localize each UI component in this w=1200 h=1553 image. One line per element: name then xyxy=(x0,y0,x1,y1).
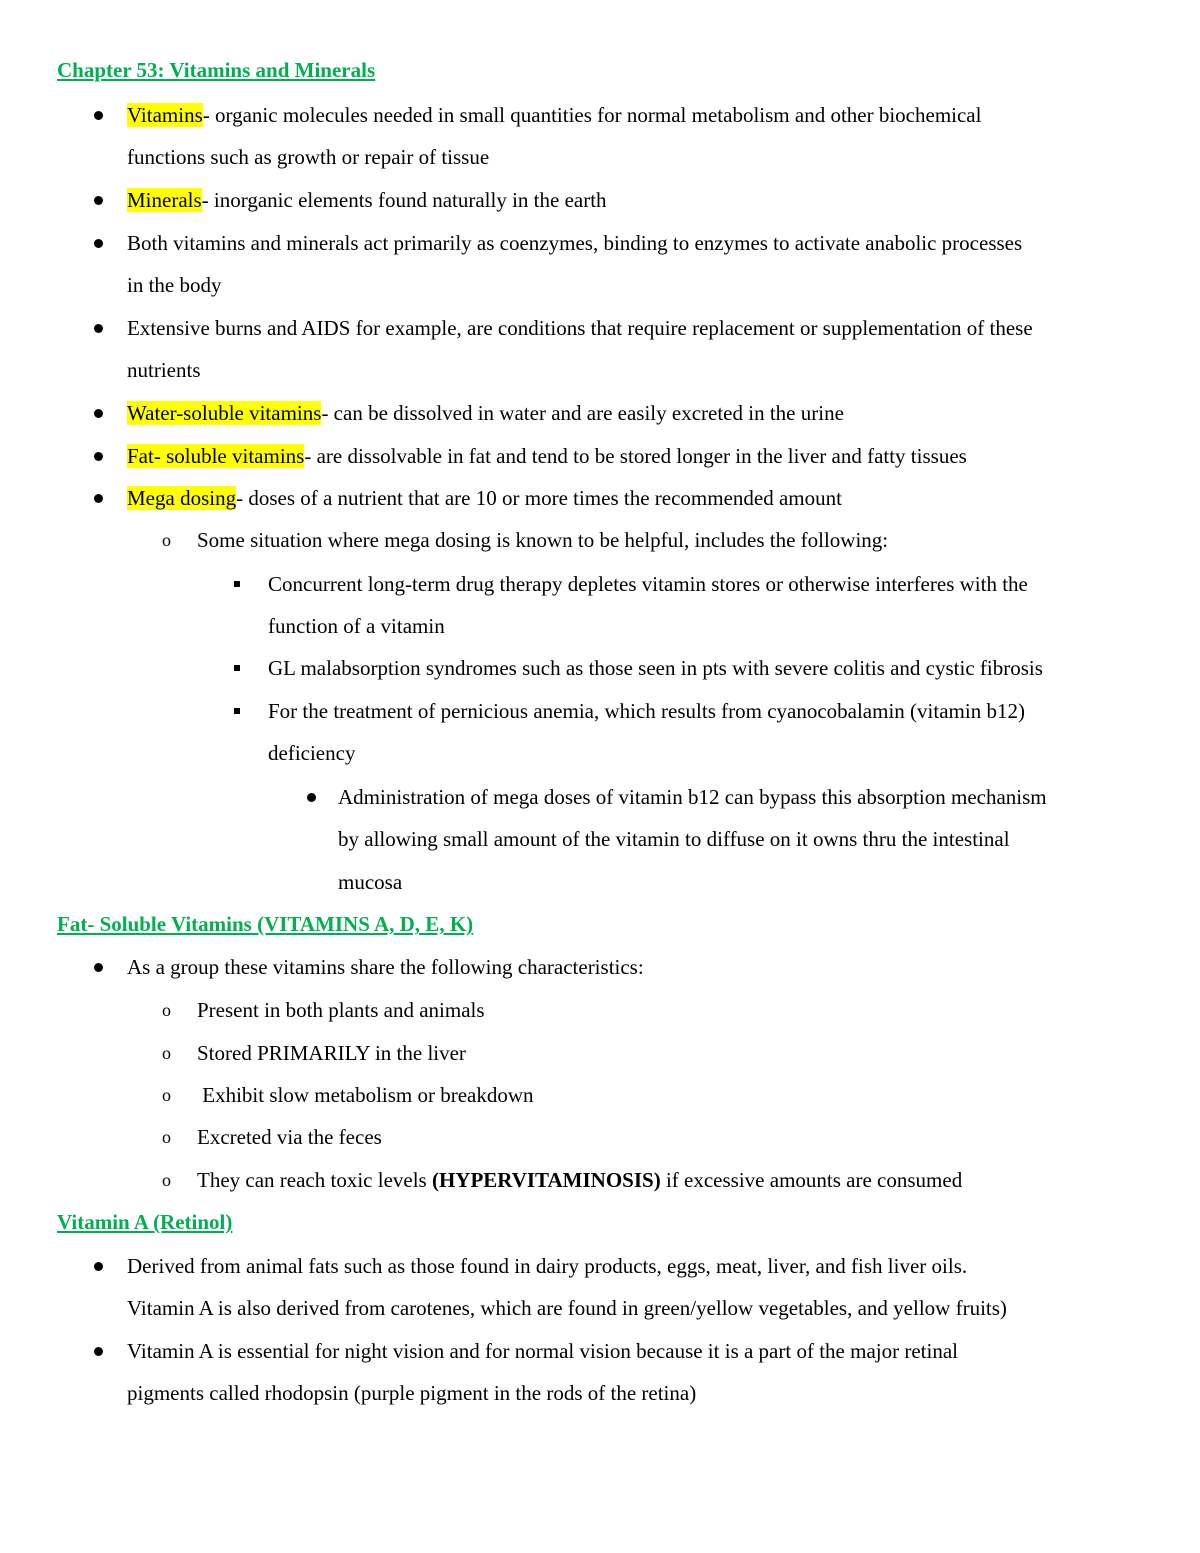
filled-circle-bullet-icon xyxy=(94,452,103,461)
bullet-text: - doses of a nutrient that are 10 or more times the recommended amount xyxy=(236,486,842,510)
highlighted-term: Minerals xyxy=(127,188,202,212)
bullet-text: They can reach toxic levels xyxy=(197,1168,432,1192)
filled-circle-bullet-icon xyxy=(94,239,103,248)
highlighted-term: Vitamins xyxy=(127,103,203,127)
filled-circle-bullet-icon xyxy=(307,793,316,802)
bullet-text: - inorganic elements found naturally in the earth xyxy=(201,188,607,212)
hollow-o-bullet-icon: o xyxy=(162,1127,171,1147)
filled-circle-bullet-icon xyxy=(94,111,103,120)
bullet-fat-soluble xyxy=(127,441,967,471)
bullet-derived-animal-fats: Derived from animal fats such as those found in dairy products, eggs, meat, liver, and fish liver oils. xyxy=(127,1254,968,1278)
filled-circle-bullet-icon xyxy=(94,324,103,333)
bullet-continuation: by allowing small amount of the vitamin to diffuse on it owns thru the intestinal xyxy=(338,827,1010,851)
bullet-continuation: Vitamin A is also derived from carotenes, which are found in green/yellow vegetables, and yellow fruits) xyxy=(127,1296,1007,1320)
bullet-mega-dosing xyxy=(127,483,842,513)
bold-term: (HYPERVITAMINOSIS) xyxy=(431,1168,661,1192)
bullet-continuation: nutrients xyxy=(127,358,201,382)
bullet-continuation: in the body xyxy=(127,273,222,297)
bullet-continuation: pigments called rhodopsin (purple pigment in the rods of the retina) xyxy=(127,1381,697,1405)
square-bullet-drug-therapy: Concurrent long-term drug therapy depletes vitamin stores or otherwise interferes with the xyxy=(268,572,1028,596)
deep-bullet-b12: Administration of mega doses of vitamin b12 can bypass this absorption mechanism xyxy=(338,785,1047,809)
filled-circle-bullet-icon xyxy=(94,1262,103,1271)
highlighted-term: Water-soluble vitamins xyxy=(127,401,322,425)
filled-circle-bullet-icon xyxy=(94,409,103,418)
bullet-text: - are dissolvable in fat and tend to be stored longer in the liver and fatty tissues xyxy=(304,444,967,468)
hollow-o-bullet-icon: o xyxy=(162,1085,171,1105)
bullet-continuation: functions such as growth or repair of tissue xyxy=(127,145,490,169)
highlighted-term: Fat- soluble vitamins xyxy=(127,444,305,468)
bullet-night-vision: Vitamin A is essential for night vision and for normal vision because it is a part of the major retinal xyxy=(127,1339,958,1363)
vitamin-a-heading: Vitamin A (Retinol) xyxy=(57,1210,233,1234)
sub-bullet-situations: Some situation where mega dosing is known to be helpful, includes the following: xyxy=(197,528,889,552)
square-bullet-pernicious-anemia: For the treatment of pernicious anemia, which results from cyanocobalamin (vitamin b12) xyxy=(268,699,1025,723)
sub-bullet-slow-metabolism: Exhibit slow metabolism or breakdown xyxy=(197,1083,534,1107)
square-bullet-icon xyxy=(234,708,240,714)
fat-soluble-heading: Fat- Soluble Vitamins (VITAMINS A, D, E, K) xyxy=(57,912,474,936)
bullet-continuation: function of a vitamin xyxy=(268,614,445,638)
filled-circle-bullet-icon xyxy=(94,1347,103,1356)
square-bullet-malabsorption: GL malabsorption syndromes such as those seen in pts with severe colitis and cystic fibrosis xyxy=(268,656,1043,680)
sub-bullet-toxic-levels xyxy=(197,1165,962,1195)
filled-circle-bullet-icon xyxy=(94,494,103,503)
bullet-minerals xyxy=(127,185,607,215)
sub-bullet-excreted-feces: Excreted via the feces xyxy=(197,1125,382,1149)
bullet-burns-aids: Extensive burns and AIDS for example, are conditions that require replacement or supplementation of these xyxy=(127,316,1033,340)
bullet-text: - organic molecules needed in small quantities for normal metabolism and other biochemical xyxy=(202,103,982,127)
bullet-water-soluble xyxy=(127,398,844,428)
chapter-heading: Chapter 53: Vitamins and Minerals xyxy=(57,58,376,82)
filled-circle-bullet-icon xyxy=(94,963,103,972)
hollow-o-bullet-icon: o xyxy=(162,1000,171,1020)
hollow-o-bullet-icon: o xyxy=(162,1170,171,1190)
sub-bullet-plants-animals: Present in both plants and animals xyxy=(197,998,485,1022)
bullet-text: if excessive amounts are consumed xyxy=(660,1168,963,1192)
bullet-coenzymes: Both vitamins and minerals act primarily as coenzymes, binding to enzymes to activate anabolic processes xyxy=(127,231,1023,255)
bullet-group-characteristics: As a group these vitamins share the following characteristics: xyxy=(127,955,644,979)
square-bullet-icon xyxy=(234,581,240,587)
bullet-text: - can be dissolved in water and are easily excreted in the urine xyxy=(321,401,844,425)
bullet-continuation: deficiency xyxy=(268,741,356,765)
bullet-continuation: mucosa xyxy=(338,870,403,894)
hollow-o-bullet-icon: o xyxy=(162,530,171,550)
hollow-o-bullet-icon: o xyxy=(162,1043,171,1063)
square-bullet-icon xyxy=(234,665,240,671)
sub-bullet-stored-liver: Stored PRIMARILY in the liver xyxy=(197,1041,466,1065)
highlighted-term: Mega dosing xyxy=(127,486,237,510)
bullet-vitamins xyxy=(127,100,981,130)
filled-circle-bullet-icon xyxy=(94,196,103,205)
